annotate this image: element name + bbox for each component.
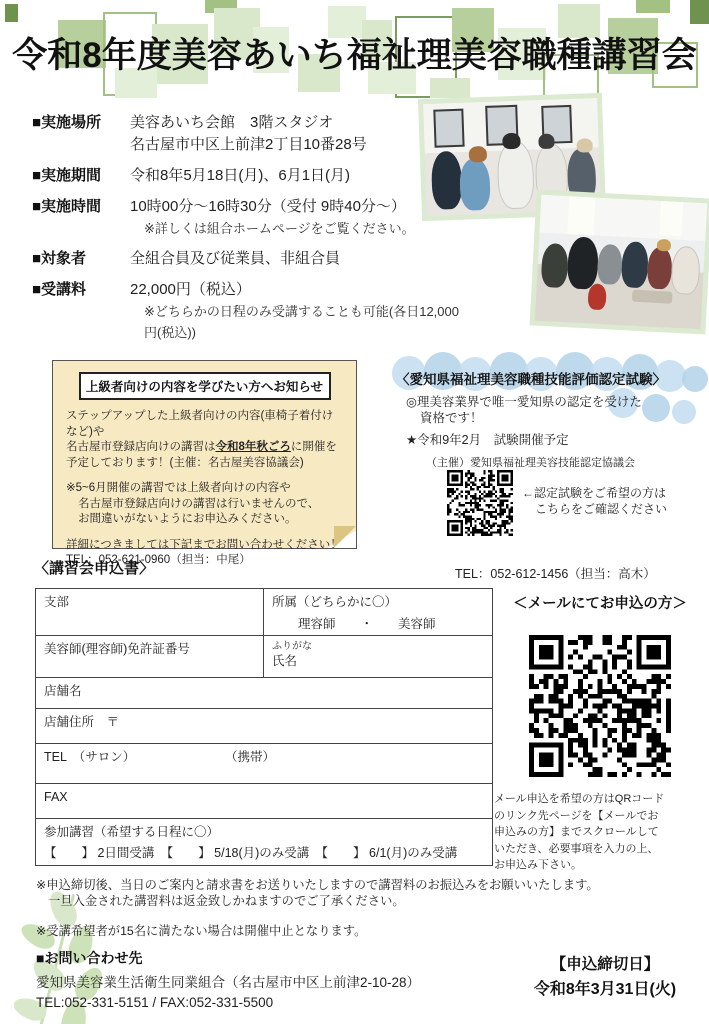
cancellation-note: ※受講希望者が15名に満たない場合は開催中止となります。 — [36, 924, 367, 938]
contact-section — [36, 948, 486, 1010]
notice-title: 上級者向けの内容を学びたい方へお知らせ — [79, 372, 331, 400]
info-target — [32, 248, 462, 270]
training-photo-2 — [530, 189, 709, 334]
certification-qr-caption: ←認定試験をご希望の方は — [522, 486, 667, 500]
notice-body — [53, 400, 356, 569]
form-row-course-selection — [36, 819, 493, 866]
certification-exam-date: ★令和9年2月 試験開催予定 — [406, 433, 569, 447]
license-number-field: 美容師(理容師)免許証番号 — [36, 636, 264, 678]
deadline-heading: 【申込締切日】 — [550, 956, 660, 973]
fee-value: 22,000円（税込） ※どちらかの日程のみ受講することも可能(各日12,000円(税込)) — [130, 279, 462, 343]
time-value: 10時00分～16時30分（受付 9時40分～） ※詳しくは組合ホームページをご覧ください。 — [130, 196, 415, 239]
branch-field: 支部 — [36, 589, 264, 636]
notice-paragraph-3: 詳細につきましては下記までお問い合わせください！ TEL：052-621-0960（担当：中尾） — [66, 538, 342, 566]
form-row-shop-address — [36, 709, 493, 744]
notice-paragraph-1: ステップアップした上級者向けの内容(車椅子着付けなど)や 名古屋市登録店向けの講習は令和8年秋ごろに開催を 予定しております！(主催：名古屋美容協議会) — [66, 410, 337, 469]
application-deadline — [505, 952, 705, 999]
bottom-notes — [36, 877, 696, 939]
decor-square — [636, 0, 670, 13]
info-time — [32, 196, 462, 239]
affiliation-options: 理容師 ・ 美容師 — [298, 617, 436, 631]
application-form-heading: 〈講習会申込書〉 — [34, 560, 155, 577]
contact-organization: 愛知県美容業生活衛生同業組合（名古屋市中区上前津2-10-28） — [36, 975, 421, 990]
course-selection-field: 参加講習（希望する日程に〇） 【 】 2日間受講 【 】 5/18(月)のみ受講 【 】 6/1(月)のみ受講 — [36, 819, 493, 866]
mail-note: メール申込を希望の方はQRコード のリンク先ページを【メールでお 申込みの方】までスクロールして いただき、必要事項を入力の上、 お申込み下さい。 — [494, 793, 665, 871]
certification-exam-section — [390, 352, 708, 592]
advanced-course-notice — [52, 360, 357, 566]
decor-square — [5, 4, 18, 22]
target-value: 全組合員及び従業員、非組合員 — [130, 250, 341, 267]
fee-label: ■受講料 — [32, 281, 87, 298]
name-label: 氏名 — [272, 654, 298, 668]
certification-organizer: （主催）愛知県福祉理美容技能認定協議会 — [426, 457, 635, 469]
certification-heading: 〈愛知県福祉理美容職種技能評価認定試験〉 — [396, 372, 666, 387]
time-note: ※詳しくは組合ホームページをご覧ください。 — [144, 221, 415, 236]
header-banner — [0, 0, 709, 100]
decor-square — [690, 0, 709, 24]
form-row-branch-affiliation — [36, 589, 493, 636]
certification-line1b: 資格です！ — [420, 411, 483, 425]
shop-address-field: 店舗住所 〒 — [36, 709, 493, 744]
notice-tel: TEL：052-621-0960（担当：中尾） — [66, 554, 251, 566]
furigana-label: ふりがな — [272, 641, 312, 652]
form-row-shop-name — [36, 678, 493, 709]
form-row-fax — [36, 784, 493, 819]
certification-qr-caption2: こちらをご確認ください — [535, 502, 668, 516]
venue-label: ■実施場所 — [32, 114, 102, 131]
notice-paragraph-2: ※5~6月開催の講習では上級者向けの内容や 名古屋市登録店向けの講習は行いませんので、 お間違いがないようにお申込みください。 — [66, 482, 320, 525]
page-title: 令和8年度美容あいち福祉理美容職種講習会 — [12, 36, 697, 75]
contact-heading: ■お問い合わせ先 — [36, 950, 143, 966]
qr-code-mail-application — [529, 635, 671, 777]
venue-value: 美容あいち会館 3階スタジオ 名古屋市中区上前津2丁目10番28号 — [130, 114, 367, 153]
affiliation-field: 所属（どちらかに〇） 理容師 ・ 美容師 — [264, 589, 493, 636]
qr-code-certification — [447, 470, 513, 536]
name-field — [264, 636, 493, 678]
certification-tel: TEL：052-612-1456（担当：高木） — [455, 567, 656, 581]
tel-mobile-label: （携帯） — [231, 750, 275, 764]
course-info — [32, 112, 462, 352]
payment-note: ※申込締切後、当日のご案内と請求書をお送りいたしますので講習料のお振込みをお願いいたします。 一旦入金された講習料は返金致しかねますのでご了承ください。 — [36, 878, 599, 908]
info-venue — [32, 112, 462, 156]
period-label: ■実施期間 — [32, 167, 102, 184]
contact-tel-fax: TEL:052-331-5151 / FAX:052-331-5500 — [36, 995, 274, 1010]
form-row-tel — [36, 744, 493, 784]
certification-line1: ◎理美容業界で唯一愛知県の認定を受けた — [406, 395, 642, 409]
fee-note: ※どちらかの日程のみ受講することも可能(各日12,000円(税込)) — [144, 304, 459, 340]
deadline-date: 令和8年3月31日(火) — [533, 981, 677, 998]
application-form-table — [35, 588, 493, 866]
period-value: 令和8年5月18日(月)、6月1日(月) — [130, 167, 351, 184]
info-period — [32, 165, 462, 187]
course-options: 【 】 2日間受講 【 】 5/18(月)のみ受講 【 】 6/1(月)のみ受講 — [44, 846, 458, 860]
target-label: ■対象者 — [32, 250, 87, 267]
fax-field: FAX — [36, 784, 493, 819]
info-fee — [32, 279, 462, 343]
mail-heading: ＜メールにてお申込の方＞ — [513, 596, 687, 612]
tel-field: TEL （サロン） （携帯） — [36, 744, 493, 784]
notice-emphasis: 令和8年秋ごろ — [215, 441, 291, 453]
time-label: ■実施時間 — [32, 198, 102, 215]
mail-application-section — [494, 592, 706, 874]
shop-name-field: 店舗名 — [36, 678, 493, 709]
form-row-license-name — [36, 636, 493, 678]
decor-square — [430, 78, 470, 98]
